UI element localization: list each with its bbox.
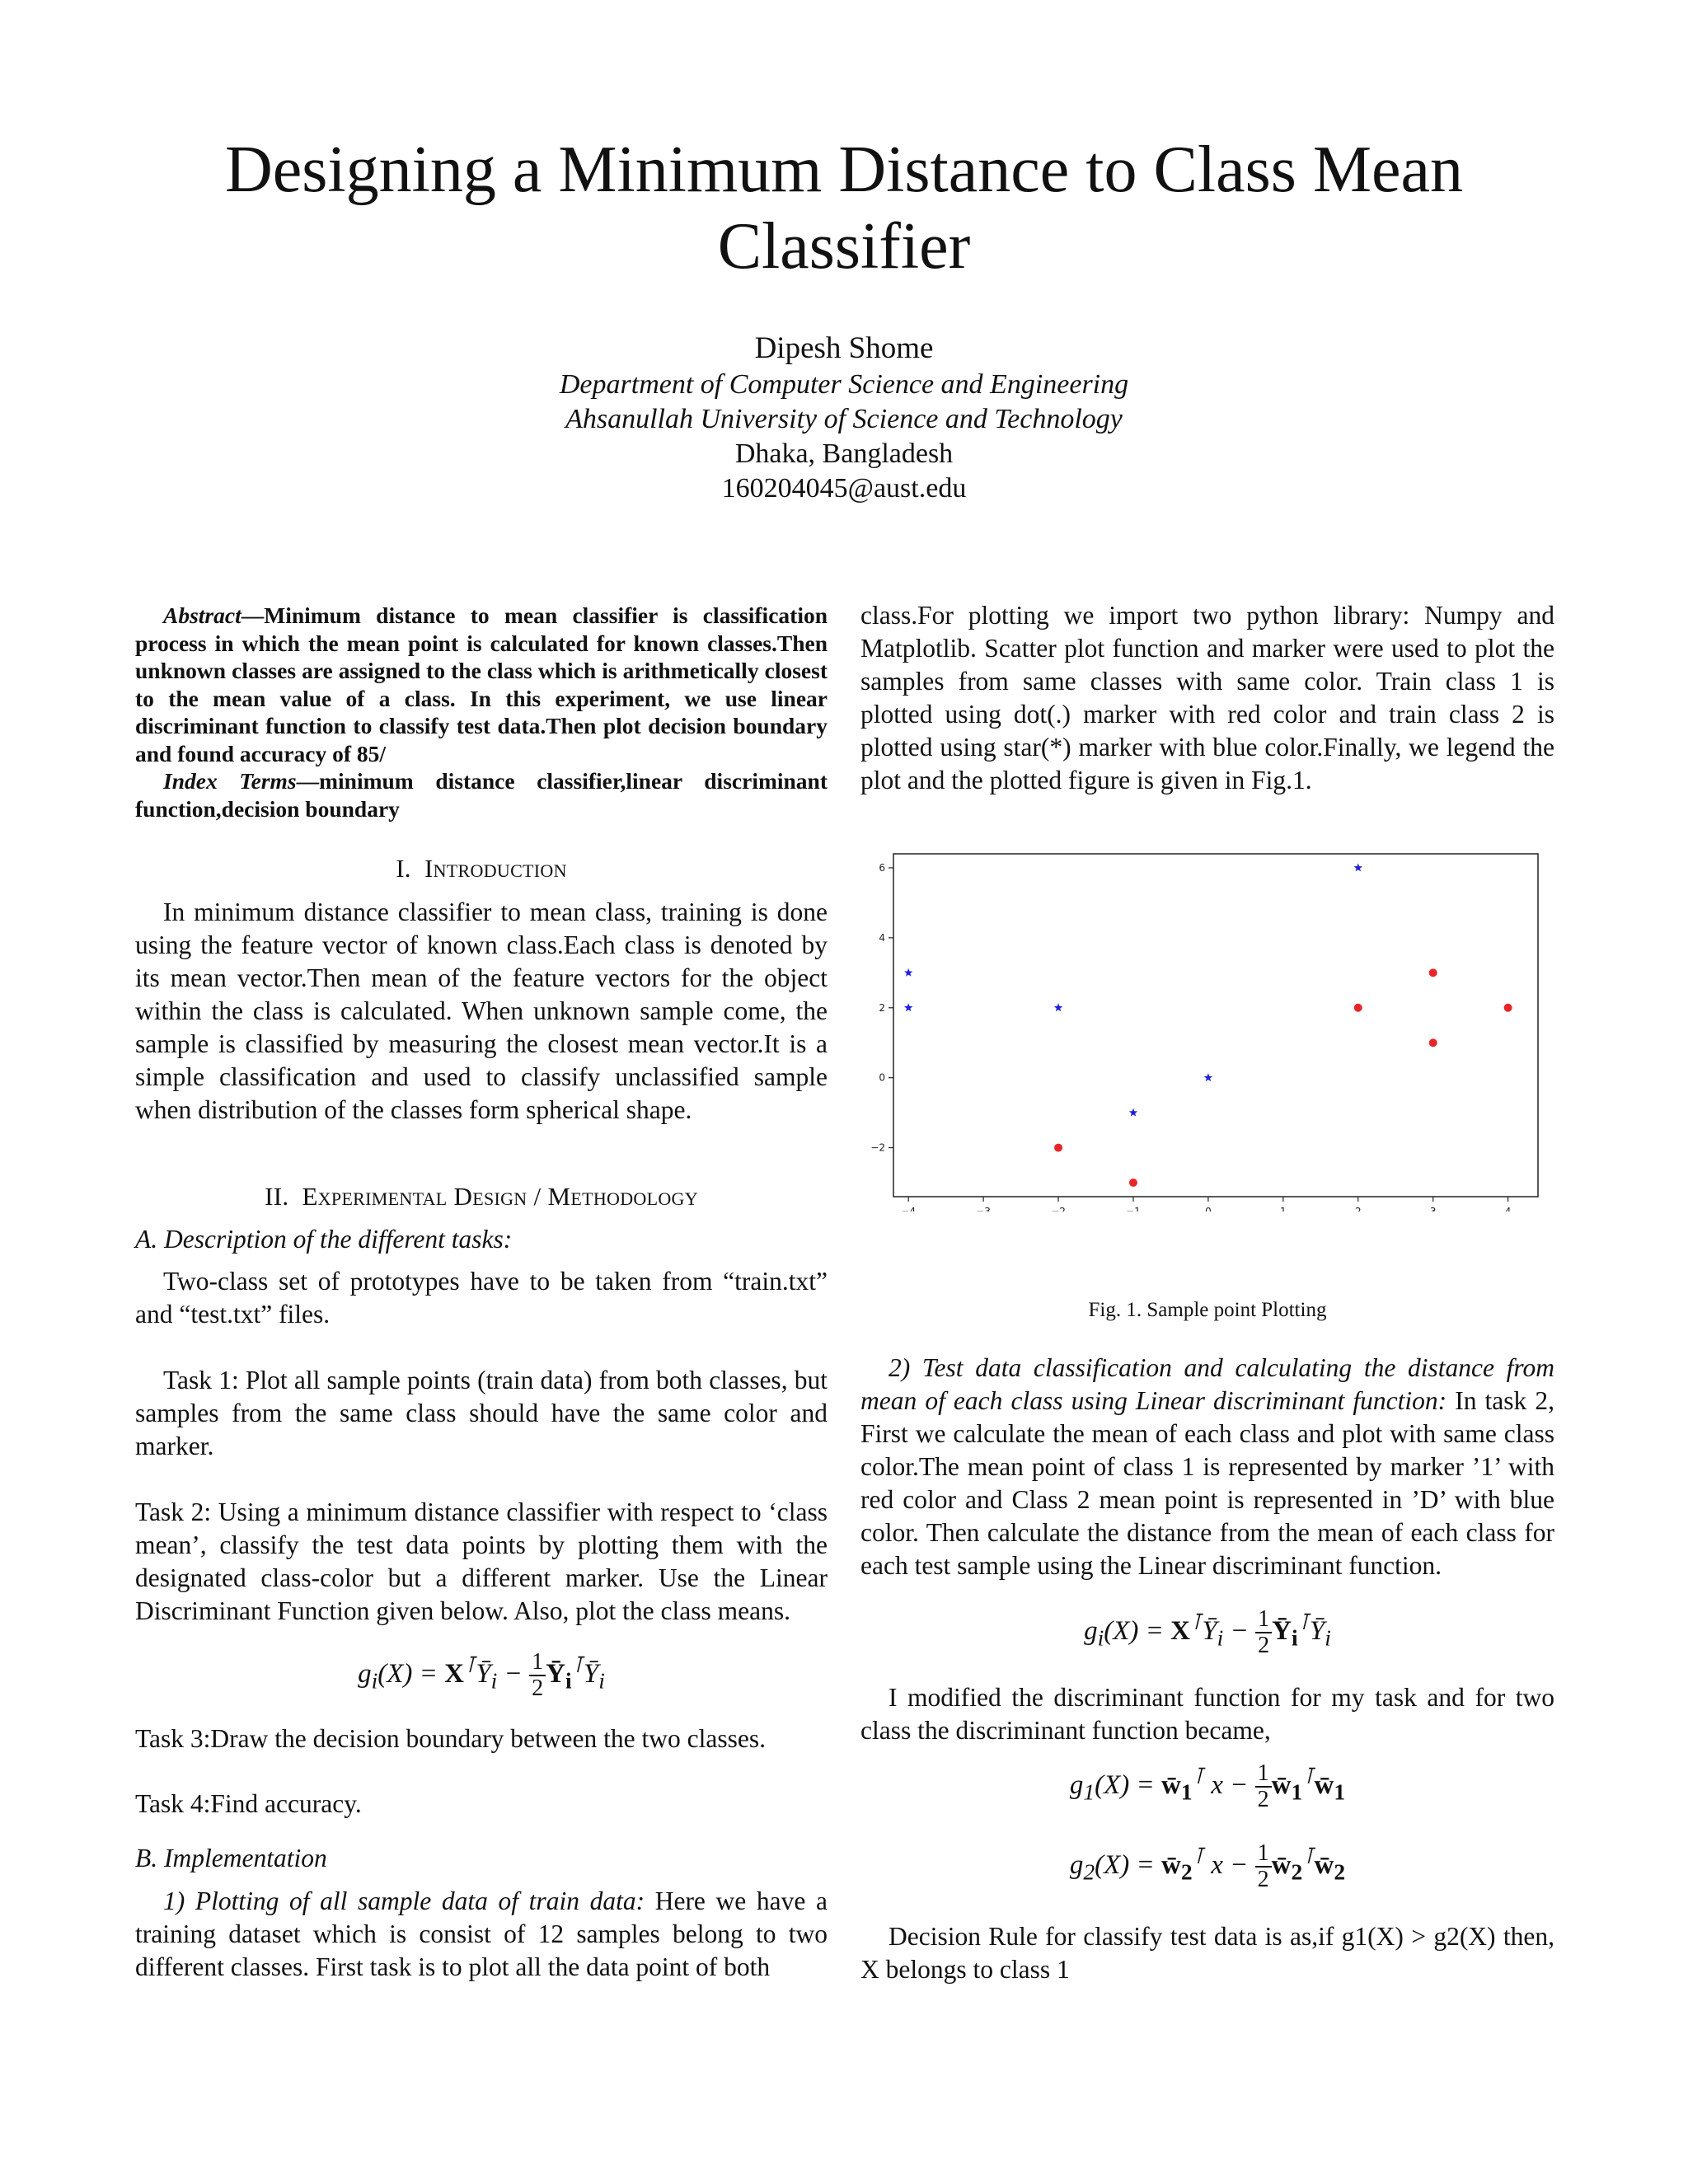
index-terms-text: —minimum distance classifier,linear discriminant function,decision boundary	[135, 768, 828, 822]
implementation2-heading: 2) Test data classification and calculating the distance from mean of each class using Linear discriminant function:	[860, 1353, 1554, 1415]
x-tick-label: −3	[976, 1206, 991, 1212]
equation-g2: $g_2(X)$ = $w̄_2^⊺$ x − $\frac{1}{2}$ $w̄_2^⊺w̄_2$	[1069, 1840, 1346, 1893]
equation-g1: $g_1(X)$ = $w̄_1^⊺$ x − $\frac{1}{2}$ $w̄_1^⊺w̄_1$	[1069, 1760, 1346, 1813]
section-heading-method	[135, 1180, 828, 1213]
section-title: Experimental Design / Methodology	[302, 1182, 698, 1211]
section-number: II.	[265, 1182, 289, 1211]
plot-frame	[893, 854, 1538, 1197]
figure-caption: Fig. 1. Sample point Plotting	[1088, 1299, 1327, 1321]
class1-point	[1354, 1004, 1362, 1012]
class1-point	[1429, 1038, 1437, 1047]
author-block	[99, 330, 1589, 506]
subsection-b-heading: B. Implementation	[135, 1844, 327, 1872]
author-department: Department of Computer Science and Engineering	[559, 369, 1129, 400]
modified-paragraph: I modified the discriminant function for my task and for two class the discriminant function became,	[860, 1683, 1554, 1745]
x-tick-label: 4	[1504, 1206, 1512, 1212]
task1-paragraph: Task 1: Plot all sample points (train data) from both classes, but samples from the same class should have the same color and marker.	[135, 1366, 828, 1460]
task2-paragraph: Task 2: Using a minimum distance classifier with respect to ‘class mean’, classify the test data points by plotting them with the designated class-color but a different marker. Use the Linear Discriminant Function given below. Also, plot the class means.	[135, 1497, 828, 1625]
task3-paragraph: Task 3:Draw the decision boundary between the two classes.	[135, 1724, 766, 1753]
equation-gi-right: $g_i(X)$ = $X^⊺Ȳ_i$ − $\frac{1}{2}$ $Ȳ_i^⊺Ȳ_i$	[1084, 1606, 1331, 1659]
y-tick-label: 6	[879, 861, 885, 874]
subsection-a-heading: A. Description of the different tasks:	[135, 1225, 513, 1254]
x-tick-label: −2	[1051, 1206, 1066, 1212]
class2-point	[1129, 1108, 1137, 1117]
y-tick-label: −2	[870, 1141, 885, 1154]
class1-point	[1054, 1144, 1062, 1152]
author-university: Ahsanullah University of Science and Technology	[565, 404, 1123, 434]
x-tick-label: 0	[1205, 1206, 1212, 1212]
class1-point	[1504, 1004, 1512, 1012]
figure-1	[860, 849, 1554, 1212]
fraction-half: $\frac{1}{2}$	[529, 1650, 546, 1701]
x-tick-label: −1	[1126, 1206, 1141, 1212]
abstract-text: —Minimum distance to mean classifier is classification process in which the mean point is calculated for known classes.Then unknown classes are assigned to the class which is arithmetically closest to the mean value of a class. In this experiment, we use linear discriminant function to classify test data.Then plot decision boundary and found accuracy of 85/	[135, 602, 828, 766]
x-tick-label: −4	[901, 1206, 917, 1212]
implementation2-text: In task 2, First we calculate the mean of each class and plot with same class color.The mean point of class 1 is represented by marker ’1’ with red color and Class 2 mean point is represented in ’D’ with blue color. Then calculate the distance from the mean of each class for each test sample using the Linear discriminant function.	[860, 1386, 1554, 1580]
implementation2-paragraph	[860, 1352, 1554, 1582]
fraction-half: $\frac{1}{2}$	[1255, 1607, 1272, 1658]
class2-point	[1354, 863, 1362, 871]
scatter-plot	[860, 849, 1554, 1212]
class2-point	[904, 968, 912, 977]
index-terms-label: Index Terms	[163, 768, 297, 794]
abstract-label: Abstract	[163, 602, 241, 628]
section-heading-intro	[135, 852, 828, 885]
implementation1-heading: 1) Plotting of all sample data of train data:	[163, 1886, 645, 1915]
abstract	[135, 602, 828, 823]
subsection-a-paragraph: Two-class set of prototypes have to be taken from “train.txt” and “test.txt” files.	[135, 1267, 828, 1329]
class2-point	[904, 1003, 912, 1011]
intro-paragraph: In minimum distance classifier to mean class, training is done using the feature vector of known class.Each class is denoted by its mean vector.Then mean of the feature vectors for the object within the class is calculated. When unknown sample come, the sample is classified by measuring the closest mean vector.It is a simple classification and used to classify unclassified sample when distribution of the classes form spherical shape.	[135, 898, 828, 1124]
x-tick-label: 3	[1429, 1206, 1437, 1212]
class2-point	[1054, 1003, 1062, 1011]
x-tick-label: 1	[1280, 1206, 1287, 1212]
class1-point	[1429, 968, 1437, 977]
class1-point	[1129, 1179, 1137, 1187]
author-email: 160204045@aust.edu	[721, 473, 967, 504]
class2-point	[1204, 1073, 1212, 1081]
section-title: Introduction	[424, 854, 567, 883]
equation-gi: $g_i(X)$ = $X^⊺Ȳ_i$ − $\frac{1}{2}$ $Ȳ_i^⊺Ȳ_i$	[358, 1649, 605, 1702]
fraction-half: $\frac{1}{2}$	[1255, 1761, 1272, 1812]
y-tick-label: 4	[879, 931, 885, 944]
implementation1-text: Here we have a training dataset which is consist of 12 samples belong to two different classes. First task is to plot all the data point of both	[135, 1886, 828, 1981]
y-tick-label: 2	[879, 1001, 885, 1014]
implementation1-paragraph	[135, 1885, 828, 1984]
paper-title: Designing a Minimum Distance to Class Mean Classifier	[224, 134, 1464, 283]
task4-paragraph: Task 4:Find accuracy.	[135, 1789, 362, 1818]
right-paragraph-1: class.For plotting we import two python library: Numpy and Matplotlib. Scatter plot function and marker were used to plot the samples from same classes with same color. Train class 1 is plotted using dot(.) marker with red color and train class 2 is plotted using star(*) marker with blue color.Finally, we legend the plot and the plotted figure is given in Fig.1.	[860, 601, 1554, 794]
author-location: Dhaka, Bangladesh	[734, 438, 954, 469]
author-name: Dipesh Shome	[754, 331, 934, 365]
decision-rule-paragraph: Decision Rule for classify test data is as,if g1(X) > g2(X) then, X belongs to class 1	[860, 1922, 1554, 1984]
section-number: I.	[396, 854, 411, 883]
x-tick-label: 2	[1354, 1206, 1362, 1212]
fraction-half: $\frac{1}{2}$	[1255, 1841, 1272, 1892]
y-tick-label: 0	[879, 1071, 885, 1084]
